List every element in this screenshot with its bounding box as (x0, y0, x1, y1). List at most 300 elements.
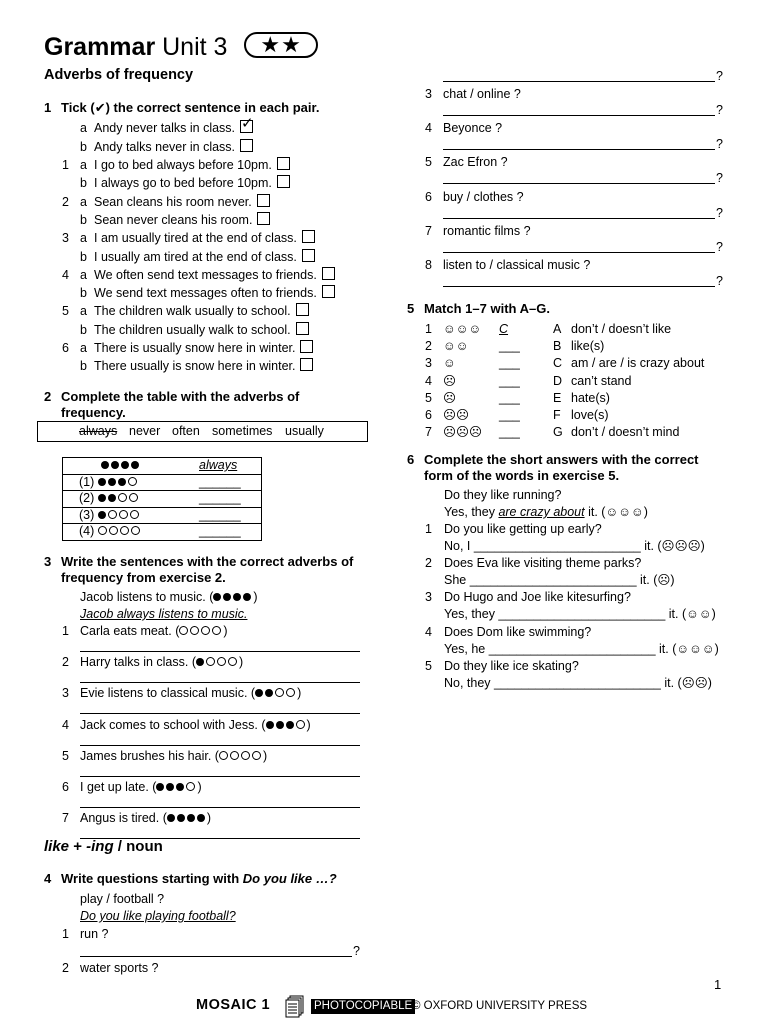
tick-box[interactable] (300, 340, 313, 353)
question-text: Do Hugo and Joe like kitesurfing? (444, 590, 631, 605)
table-row (63, 524, 262, 541)
ex3-item: 2 Harry talks in class. ( ) (62, 655, 244, 670)
filled-dot-icon (196, 658, 204, 666)
filled-dot-icon (131, 461, 139, 469)
frequency-dots (266, 718, 307, 732)
empty-dot-icon (228, 657, 237, 666)
option-letter: a (80, 231, 87, 246)
empty-dot-icon (275, 688, 284, 697)
section-heading-adverbs: Adverbs of frequency (44, 67, 194, 83)
item-number: 5 (425, 155, 432, 170)
ex3-example-prompt: Jacob listens to music. ( ) (80, 590, 258, 604)
item-number: 6 (425, 408, 432, 422)
row-label: (2) (79, 491, 95, 506)
option-letter: b (80, 212, 87, 227)
word-often: often (172, 424, 200, 438)
empty-dot-icon (206, 657, 215, 666)
word-sometimes: sometimes (212, 424, 273, 438)
answer-line[interactable] (443, 81, 715, 82)
option-text: can’t stand (571, 373, 632, 388)
tick-box[interactable] (322, 267, 335, 280)
publisher-credit: © OXFORD UNIVERSITY PRESS (412, 1000, 588, 1012)
ex1-option (62, 322, 309, 338)
option-text: There usually is snow here in winter. (94, 359, 296, 374)
match-answer: C (499, 322, 509, 336)
item-number: 6 (425, 189, 432, 204)
table-row (63, 458, 262, 475)
option-text: don’t / doesn’t like (571, 322, 672, 336)
ex3-instruction: 3 Write the sentences with the correct adverbs of frequency from exercise 2. (44, 554, 354, 585)
option-text: Sean never cleans his room. (94, 212, 253, 227)
answer-line[interactable] (443, 149, 715, 150)
frequency-dots (101, 458, 141, 472)
ex4-item (425, 223, 531, 239)
item-number: 8 (425, 258, 432, 272)
prompt-text: Jack comes to school with Jess. (80, 717, 258, 732)
item-number: 4 (425, 121, 432, 136)
ex6-answer[interactable]: She ________________________ it. (☹) (444, 573, 675, 588)
page-number: 1 (714, 977, 722, 992)
empty-dot-icon (120, 526, 129, 535)
ex6-answer[interactable]: No, I ________________________ it. (☹☹☹) (444, 539, 705, 553)
option-text: Sean cleans his room never. (94, 194, 252, 209)
question-mark: ? (716, 171, 723, 186)
ex6-answer[interactable]: Yes, he ________________________ it. (☺☺☺) (444, 641, 719, 656)
tick-box[interactable] (257, 212, 270, 225)
item-number: 5 (425, 390, 432, 405)
item-number: 2 (62, 194, 69, 209)
filled-dot-icon (176, 783, 184, 791)
photocopy-icon (285, 995, 305, 1024)
filled-dot-icon (166, 783, 174, 791)
table-row (63, 474, 262, 491)
question-text: Does Eva like visiting theme parks? (444, 556, 642, 571)
ex3-item: 4 Jack comes to school with Jess. ( ) (62, 717, 311, 732)
item-number: 1 (62, 158, 69, 172)
prompt-text: chat / online ? (443, 87, 521, 101)
prompt-text: water sports ? (80, 960, 159, 975)
prompt-text: Angus is tired. (80, 811, 160, 826)
filled-dot-icon (108, 494, 116, 502)
option-text: The children usually walk to school. (94, 322, 291, 337)
match-answer[interactable]: ___ (499, 373, 520, 388)
prompt-text: Evie listens to classical music. (80, 686, 248, 701)
ex6-instruction: 6 Complete the short answers with the correct form of the words in exercise 5. (407, 452, 699, 483)
tick-box[interactable] (300, 358, 313, 371)
ex4-item (62, 960, 159, 976)
frequency-dots (156, 780, 197, 794)
checkmark-icon: ✓ (241, 115, 254, 132)
filled-dot-icon (223, 593, 231, 601)
option-text: am / are / is crazy about (571, 356, 705, 371)
ex3-item: 7 Angus is tired. ( ) (62, 811, 212, 826)
filled-dot-icon (286, 721, 294, 729)
answer-line[interactable] (80, 807, 360, 808)
item-number: 2 (425, 556, 432, 571)
ex3-example-answer: Jacob always listens to music. (80, 607, 248, 621)
option-letter: a (80, 121, 87, 135)
tick-box[interactable] (277, 157, 290, 170)
option-text: I always go to bed before 10pm. (94, 176, 272, 191)
table-row (63, 507, 262, 524)
option-letter: D (553, 373, 563, 388)
frequency-dots (98, 475, 139, 489)
answer-cell[interactable]: ______ (191, 491, 262, 508)
empty-dot-icon (131, 526, 140, 535)
ex1-option (62, 230, 315, 246)
item-number: 2 (62, 655, 69, 670)
ex3-item: 5 James brushes his hair. ( ) (62, 748, 268, 763)
prompt-text: Carla eats meat. (80, 624, 172, 638)
difficulty-stars: ★★ (244, 32, 317, 58)
option-letter: a (80, 304, 87, 319)
frequency-dots (179, 624, 223, 638)
prompt-text: Harry talks in class. (80, 655, 189, 670)
filled-dot-icon (101, 461, 109, 469)
ex1-option (62, 358, 313, 374)
tick-box[interactable] (257, 194, 270, 207)
option-text: Andy never talks in class. (94, 121, 236, 135)
title-unit: Unit 3 (162, 33, 228, 61)
ex1-option (62, 340, 313, 356)
option-text: like(s) (571, 339, 605, 354)
frequency-dots (98, 508, 141, 522)
answer-line[interactable] (443, 252, 715, 253)
tick-box[interactable] (302, 249, 315, 262)
filled-dot-icon (197, 814, 205, 822)
empty-dot-icon (241, 751, 250, 760)
empty-dot-icon (179, 626, 188, 635)
tick-box[interactable] (302, 230, 315, 243)
filled-dot-icon (265, 689, 273, 697)
item-number: 2 (62, 960, 69, 975)
ex1-example-option (80, 115, 254, 136)
filled-dot-icon (187, 814, 195, 822)
item-number: 5 (62, 748, 69, 763)
empty-dot-icon (217, 657, 226, 666)
filled-dot-icon (276, 721, 284, 729)
option-letter: b (80, 249, 87, 264)
match-answer[interactable]: ___ (499, 408, 520, 422)
ex4-example-answer: Do you like playing football? (80, 909, 236, 923)
question-mark: ? (716, 274, 723, 288)
ex6-example-question: Do they like running? (444, 488, 562, 502)
prompt-text: romantic films ? (443, 223, 531, 238)
option-letter: b (80, 322, 87, 337)
prompt-text: run ? (80, 927, 109, 941)
ex6-example-answer: Yes, they are crazy about it. (☺☺☺) (444, 505, 648, 519)
question-mark: ? (353, 944, 360, 958)
ex4-item (425, 154, 508, 170)
dots-cell (63, 524, 192, 541)
word-usually: usually (285, 424, 324, 438)
item-number: 6 (62, 780, 69, 794)
filled-dot-icon (111, 461, 119, 469)
ex2-instruction: 2 Complete the table with the adverbs of frequency. (44, 389, 300, 420)
question-mark: ? (716, 103, 723, 117)
frequency-dots (213, 590, 253, 604)
empty-dot-icon (296, 720, 305, 729)
photocopiable-label: PHOTOCOPIABLE (311, 999, 415, 1014)
empty-dot-icon (212, 626, 221, 635)
prompt-text: I get up late. (80, 780, 149, 794)
ex1-option (62, 212, 270, 228)
answer-line[interactable] (80, 682, 360, 683)
empty-dot-icon (118, 493, 127, 502)
option-text: The children walk usually to school. (94, 304, 291, 319)
option-letter: a (80, 341, 87, 355)
filled-dot-icon (98, 478, 106, 486)
empty-dot-icon (98, 526, 107, 535)
question-mark: ? (716, 137, 723, 152)
option-letter: b (80, 176, 87, 191)
ex6-answer[interactable]: Yes, they ________________________ it. (☺☺) (444, 607, 716, 622)
dots-cell (63, 507, 192, 524)
ex3-item: 3 Evie listens to classical music. ( ) (62, 686, 302, 701)
tick-box[interactable] (240, 139, 253, 152)
ex6-answer[interactable]: No, they ________________________ it. (☹☹) (444, 675, 712, 690)
filled-dot-icon (156, 783, 164, 791)
frequency-table (62, 457, 262, 541)
match-answer[interactable]: ___ (499, 390, 520, 405)
tick-box[interactable] (296, 322, 309, 335)
question-mark: ? (716, 205, 723, 220)
ex3-item: 1 Carla eats meat. ( ) (62, 624, 228, 638)
ex1-example-option (80, 139, 253, 155)
empty-dot-icon (129, 493, 138, 502)
empty-dot-icon (286, 688, 295, 697)
face-icons: ☹☹☹ (443, 425, 483, 440)
dots-cell (63, 458, 192, 475)
ex4-item (62, 926, 109, 942)
option-text: There is usually snow here in winter. (94, 341, 296, 355)
match-answer[interactable]: ___ (499, 339, 520, 354)
item-number: 4 (425, 624, 432, 639)
frequency-dots (98, 491, 140, 505)
frequency-dots (98, 524, 142, 538)
item-number: 1 (62, 624, 69, 638)
answer-line[interactable] (80, 651, 360, 652)
answer-line[interactable] (443, 286, 715, 287)
option-letter: F (553, 408, 561, 422)
prompt-text: listen to / classical music ? (443, 258, 591, 272)
title-bold: Grammar (44, 33, 156, 61)
mosaic-logo: MOSAIC 1 (196, 997, 271, 1013)
match-answer[interactable]: ___ (499, 425, 520, 440)
ex1-option (62, 303, 309, 319)
option-letter: b (80, 359, 87, 374)
answer-line[interactable] (443, 115, 715, 116)
option-letter: C (553, 356, 563, 371)
option-text: I am usually tired at the end of class. (94, 231, 297, 246)
filled-dot-icon (98, 494, 106, 502)
option-text: I go to bed always before 10pm. (94, 158, 272, 172)
item-number: 3 (425, 87, 432, 101)
ex1-option (62, 157, 290, 173)
empty-dot-icon (119, 510, 128, 519)
filled-dot-icon (177, 814, 185, 822)
empty-dot-icon (219, 751, 228, 760)
option-letter: A (553, 322, 562, 336)
ex5-instruction: 5 Match 1–7 with A–G. (407, 301, 550, 316)
item-number: 5 (425, 658, 432, 673)
empty-dot-icon (186, 782, 195, 791)
filled-dot-icon (121, 461, 129, 469)
item-number: 5 (62, 304, 69, 319)
option-text: Andy talks never in class. (94, 139, 236, 154)
option-text: hate(s) (571, 390, 610, 405)
answer-cell[interactable]: ______ (191, 524, 262, 541)
item-number: 4 (425, 373, 432, 388)
ex6-question (425, 624, 591, 640)
row-label: (4) (79, 524, 95, 539)
ex4-item (425, 86, 521, 102)
question-mark: ? (716, 239, 723, 254)
answer-line[interactable] (80, 745, 360, 746)
filled-dot-icon (118, 478, 126, 486)
ex4-item (425, 257, 590, 273)
tick-box[interactable] (322, 285, 335, 298)
ex4-example-prompt: play / football ? (80, 892, 165, 906)
dots-cell (63, 491, 192, 508)
prompt-text: buy / clothes ? (443, 189, 524, 204)
word-always: always (79, 424, 118, 438)
item-number: 7 (62, 811, 69, 826)
ex1-option (62, 194, 270, 210)
option-letter: b (80, 139, 87, 154)
answer-line[interactable] (80, 956, 352, 957)
item-number: 2 (425, 339, 432, 354)
filled-dot-icon (213, 593, 221, 601)
frequency-dots (255, 686, 297, 700)
item-number: 3 (62, 686, 69, 701)
face-icons: ☺ (443, 356, 456, 371)
filled-dot-icon (255, 689, 263, 697)
empty-dot-icon (109, 526, 118, 535)
filled-dot-icon (243, 593, 251, 601)
prompt-text: Jacob listens to music. (80, 590, 206, 604)
prompt-text: Beyonce ? (443, 121, 503, 136)
empty-dot-icon (108, 510, 117, 519)
option-text: don’t / doesn’t mind (571, 425, 680, 440)
option-letter: B (553, 339, 562, 354)
row-label: (3) (79, 507, 95, 522)
tick-box[interactable] (277, 175, 290, 188)
item-number: 6 (62, 341, 69, 355)
face-icons: ☹☹ (443, 408, 470, 422)
option-letter: b (80, 286, 87, 301)
frequency-dots (167, 811, 207, 825)
filled-dot-icon (266, 721, 274, 729)
item-number: 7 (425, 425, 432, 440)
option-letter: a (80, 158, 87, 172)
filled-dot-icon (167, 814, 175, 822)
answer-cell[interactable]: ______ (191, 507, 262, 524)
word-never: never (129, 424, 161, 438)
empty-dot-icon (252, 751, 261, 760)
item-number: 7 (425, 223, 432, 238)
answer-line[interactable] (80, 713, 360, 714)
ex1-option (62, 267, 335, 283)
empty-dot-icon (230, 751, 239, 760)
item-number: 1 (425, 322, 432, 336)
answer-line[interactable] (443, 218, 715, 219)
tick-box[interactable] (240, 115, 254, 133)
item-number: 4 (62, 717, 69, 732)
ex1-option (62, 249, 315, 265)
prompt-text: Zac Efron ? (443, 155, 508, 170)
answer-cell: always (191, 458, 262, 475)
item-number: 3 (425, 356, 432, 371)
option-text: We often send text messages to friends. (94, 267, 317, 282)
face-icons: ☺☺ (443, 339, 469, 354)
question-text: Do they like ice skating? (444, 658, 579, 673)
page-title (44, 32, 318, 62)
option-letter: a (80, 194, 87, 209)
question-text: Does Dom like swimming? (444, 624, 592, 639)
face-icons: ☺☺☺ (443, 322, 482, 336)
ex6-question (425, 521, 602, 537)
ex1-instruction: 1 Tick (✔) the correct sentence in each pair. (44, 100, 320, 115)
empty-dot-icon (201, 626, 210, 635)
word-box (37, 421, 368, 442)
item-number: 1 (62, 927, 69, 941)
filled-dot-icon (98, 511, 106, 519)
option-letter: E (553, 390, 562, 405)
filled-dot-icon (233, 593, 241, 601)
ex4-instruction: 4 Write questions starting with Do you like …? (44, 871, 337, 886)
dots-cell (63, 474, 192, 491)
option-text: I usually am tired at the end of class. (94, 249, 297, 264)
option-letter: G (553, 425, 563, 440)
item-number: 3 (62, 231, 69, 246)
ex4-item (425, 120, 502, 136)
face-icons: ☹ (443, 373, 457, 388)
empty-dot-icon (130, 510, 139, 519)
question-text: Do you like getting up early? (444, 522, 602, 536)
ex6-question (425, 589, 631, 605)
tick-box[interactable] (296, 303, 309, 316)
row-label: (1) (79, 474, 95, 489)
option-text: We send text messages often to friends. (94, 286, 317, 301)
item-number: 3 (425, 590, 432, 605)
answer-cell[interactable]: ______ (191, 474, 262, 491)
empty-dot-icon (128, 477, 137, 486)
filled-dot-icon (108, 478, 116, 486)
ex4-item (425, 189, 524, 205)
prompt-text: James brushes his hair. (80, 748, 212, 763)
item-number: 4 (62, 267, 69, 282)
frequency-dots (196, 655, 239, 669)
ex3-item: 6 I get up late. ( ) (62, 780, 202, 794)
answer-line[interactable] (80, 776, 360, 777)
question-mark: ? (716, 69, 723, 83)
frequency-dots (219, 749, 263, 763)
table-row (63, 491, 262, 508)
match-answer[interactable]: ___ (499, 356, 520, 371)
ex1-option (62, 285, 335, 301)
option-text: love(s) (571, 408, 609, 422)
answer-line[interactable] (443, 183, 715, 184)
item-number: 1 (425, 522, 432, 536)
ex6-question (425, 555, 641, 571)
section-heading-like-ing: like + -ing / noun (44, 838, 163, 855)
empty-dot-icon (190, 626, 199, 635)
ex6-question (425, 658, 579, 674)
face-icons: ☹ (443, 390, 457, 405)
option-letter: a (80, 267, 87, 282)
ex1-option (62, 175, 290, 191)
